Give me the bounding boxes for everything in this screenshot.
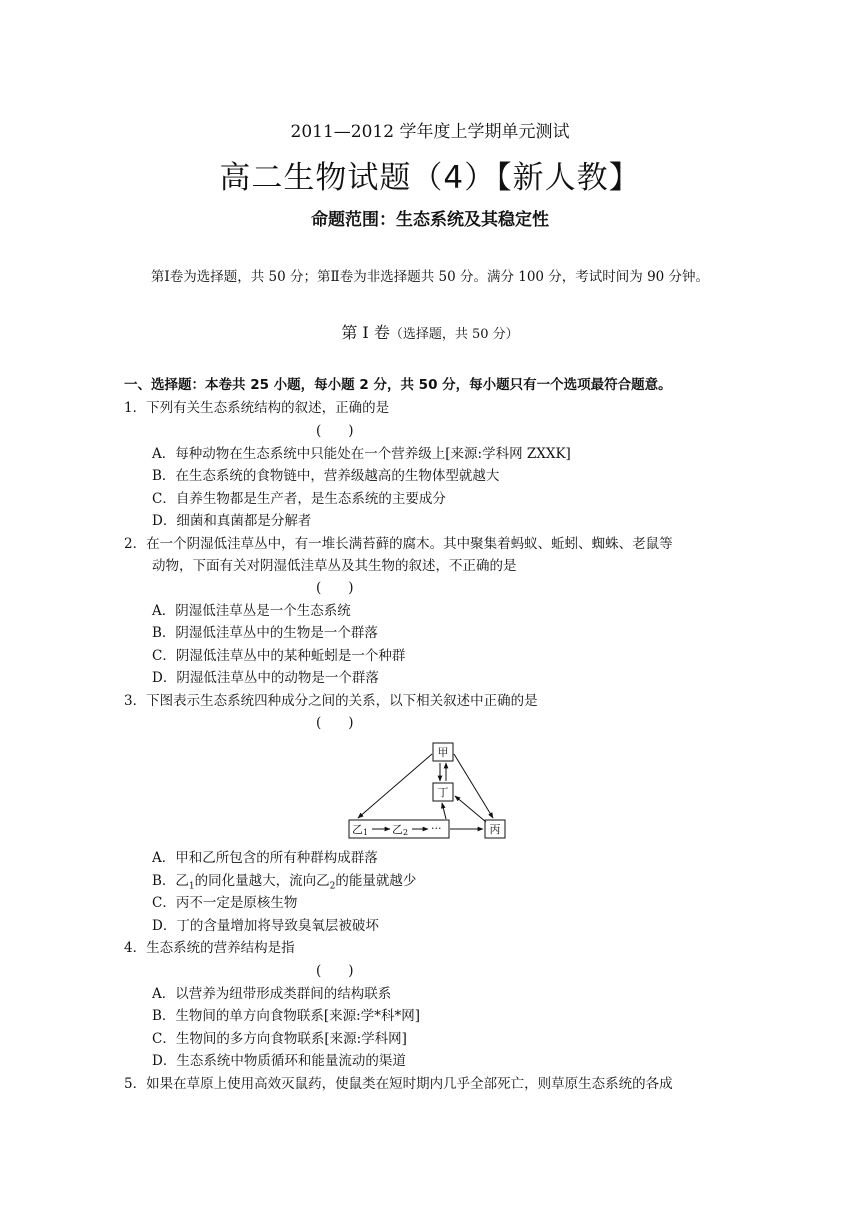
label-bing: 丙 (489, 823, 501, 836)
part-label: 第 Ⅰ 卷 (341, 323, 390, 342)
question-3-stem: 3．下图表示生态系统四种成分之间的关系，以下相关叙述中正确的是 (124, 693, 538, 709)
label-yi1: 乙1 (352, 823, 369, 837)
question-4-stem: 4．生态系统的营养结构是指 (124, 940, 295, 956)
label-jia: 甲 (437, 746, 449, 759)
question-3-option-d: D．丁的含量增加将导致臭氧层被破坏 (152, 918, 379, 934)
part-heading (0, 320, 860, 343)
exam-subtitle: 2011—2012 学年度上学期单元测试 (290, 122, 570, 142)
question-3-option-c: C．丙不一定是原核生物 (152, 895, 298, 911)
question-2-option-a: A．阴湿低洼草丛是一个生态系统 (152, 603, 351, 619)
question-4-option-d: D．生态系统中物质循环和能量流动的渠道 (152, 1053, 406, 1069)
exam-instructions: 第Ⅰ卷为选择题，共 50 分；第Ⅱ卷为非选择题共 50 分。满分 100 分，考试时间为 90 分钟。 (150, 269, 710, 285)
question-1-option-c: C．自养生物都是生产者，是生态系统的主要成分 (152, 491, 446, 507)
question-4-option-b: B．生物间的单方向食物联系[来源:学*科*网] (152, 1008, 421, 1024)
label-ding: 丁 (437, 786, 449, 799)
ecosystem-relationship-diagram (346, 740, 511, 840)
label-yi2: 乙2 (392, 823, 409, 837)
exam-title: 高二生物试题（4）【新人教】 (219, 160, 641, 196)
question-2-option-b: B．阴湿低洼草丛中的生物是一个群落 (152, 625, 378, 641)
question-4-option-a: A．以营养为纽带形成类群间的结构联系 (152, 986, 392, 1002)
exam-scope: 命题范围：生态系统及其稳定性 (311, 210, 549, 230)
question-2-option-d: D．阴湿低洼草丛中的动物是一个群落 (152, 670, 379, 686)
question-1-option-b: B．在生态系统的食物链中，营养级越高的生物体型就越大 (152, 468, 500, 484)
question-1-option-a: A．每种动物在生态系统中只能处在一个营养级上[来源:学科网 ZXXK] (152, 446, 571, 462)
question-1-answer-bracket: ( ) (316, 423, 354, 439)
question-3-answer-bracket: ( ) (316, 715, 354, 731)
question-3-option-a: A．甲和乙所包含的所有种群构成群落 (152, 850, 378, 866)
section-heading: 一、选择题：本卷共 25 小题，每小题 2 分，共 50 分，每小题只有一个选项最符合题意。 (124, 377, 672, 393)
question-4-answer-bracket: ( ) (316, 963, 354, 979)
part-note: （选择题，共 50 分） (389, 327, 519, 342)
question-2-answer-bracket: ( ) (316, 580, 354, 596)
question-2-stem-continued: 动物，下面有关对阴湿低洼草丛及其生物的叙述，不正确的是 (152, 558, 517, 574)
question-2-stem: 2．在一个阴湿低洼草丛中，有一堆长满苔藓的腐木。其中聚集着蚂蚁、蚯蚓、蜘蛛、老鼠等 (124, 536, 673, 552)
arrow-jia-to-yi (358, 754, 432, 818)
question-2-option-c: C．阴湿低洼草丛中的某种蚯蚓是一个种群 (152, 648, 406, 664)
arrow-yi-to-ding (442, 803, 446, 819)
arrow-jia-to-bing (454, 754, 493, 818)
question-4-option-c: C．生物间的多方向食物联系[来源:学科网] (152, 1031, 407, 1047)
question-3-option-b: B．乙$_1$的同化量越大，流向乙$_2$的能量就越少 (152, 873, 417, 892)
arrow-bing-to-ding (455, 796, 486, 822)
question-1-stem: 1．下列有关生态系统结构的叙述，正确的是 (124, 400, 390, 416)
label-chain-dots: ··· (431, 822, 442, 835)
question-5-stem: 5．如果在草原上使用高效灭鼠药，使鼠类在短时期内几乎全部死亡，则草原生态系统的各成 (124, 1076, 673, 1092)
question-1-option-d: D．细菌和真菌都是分解者 (152, 513, 312, 529)
